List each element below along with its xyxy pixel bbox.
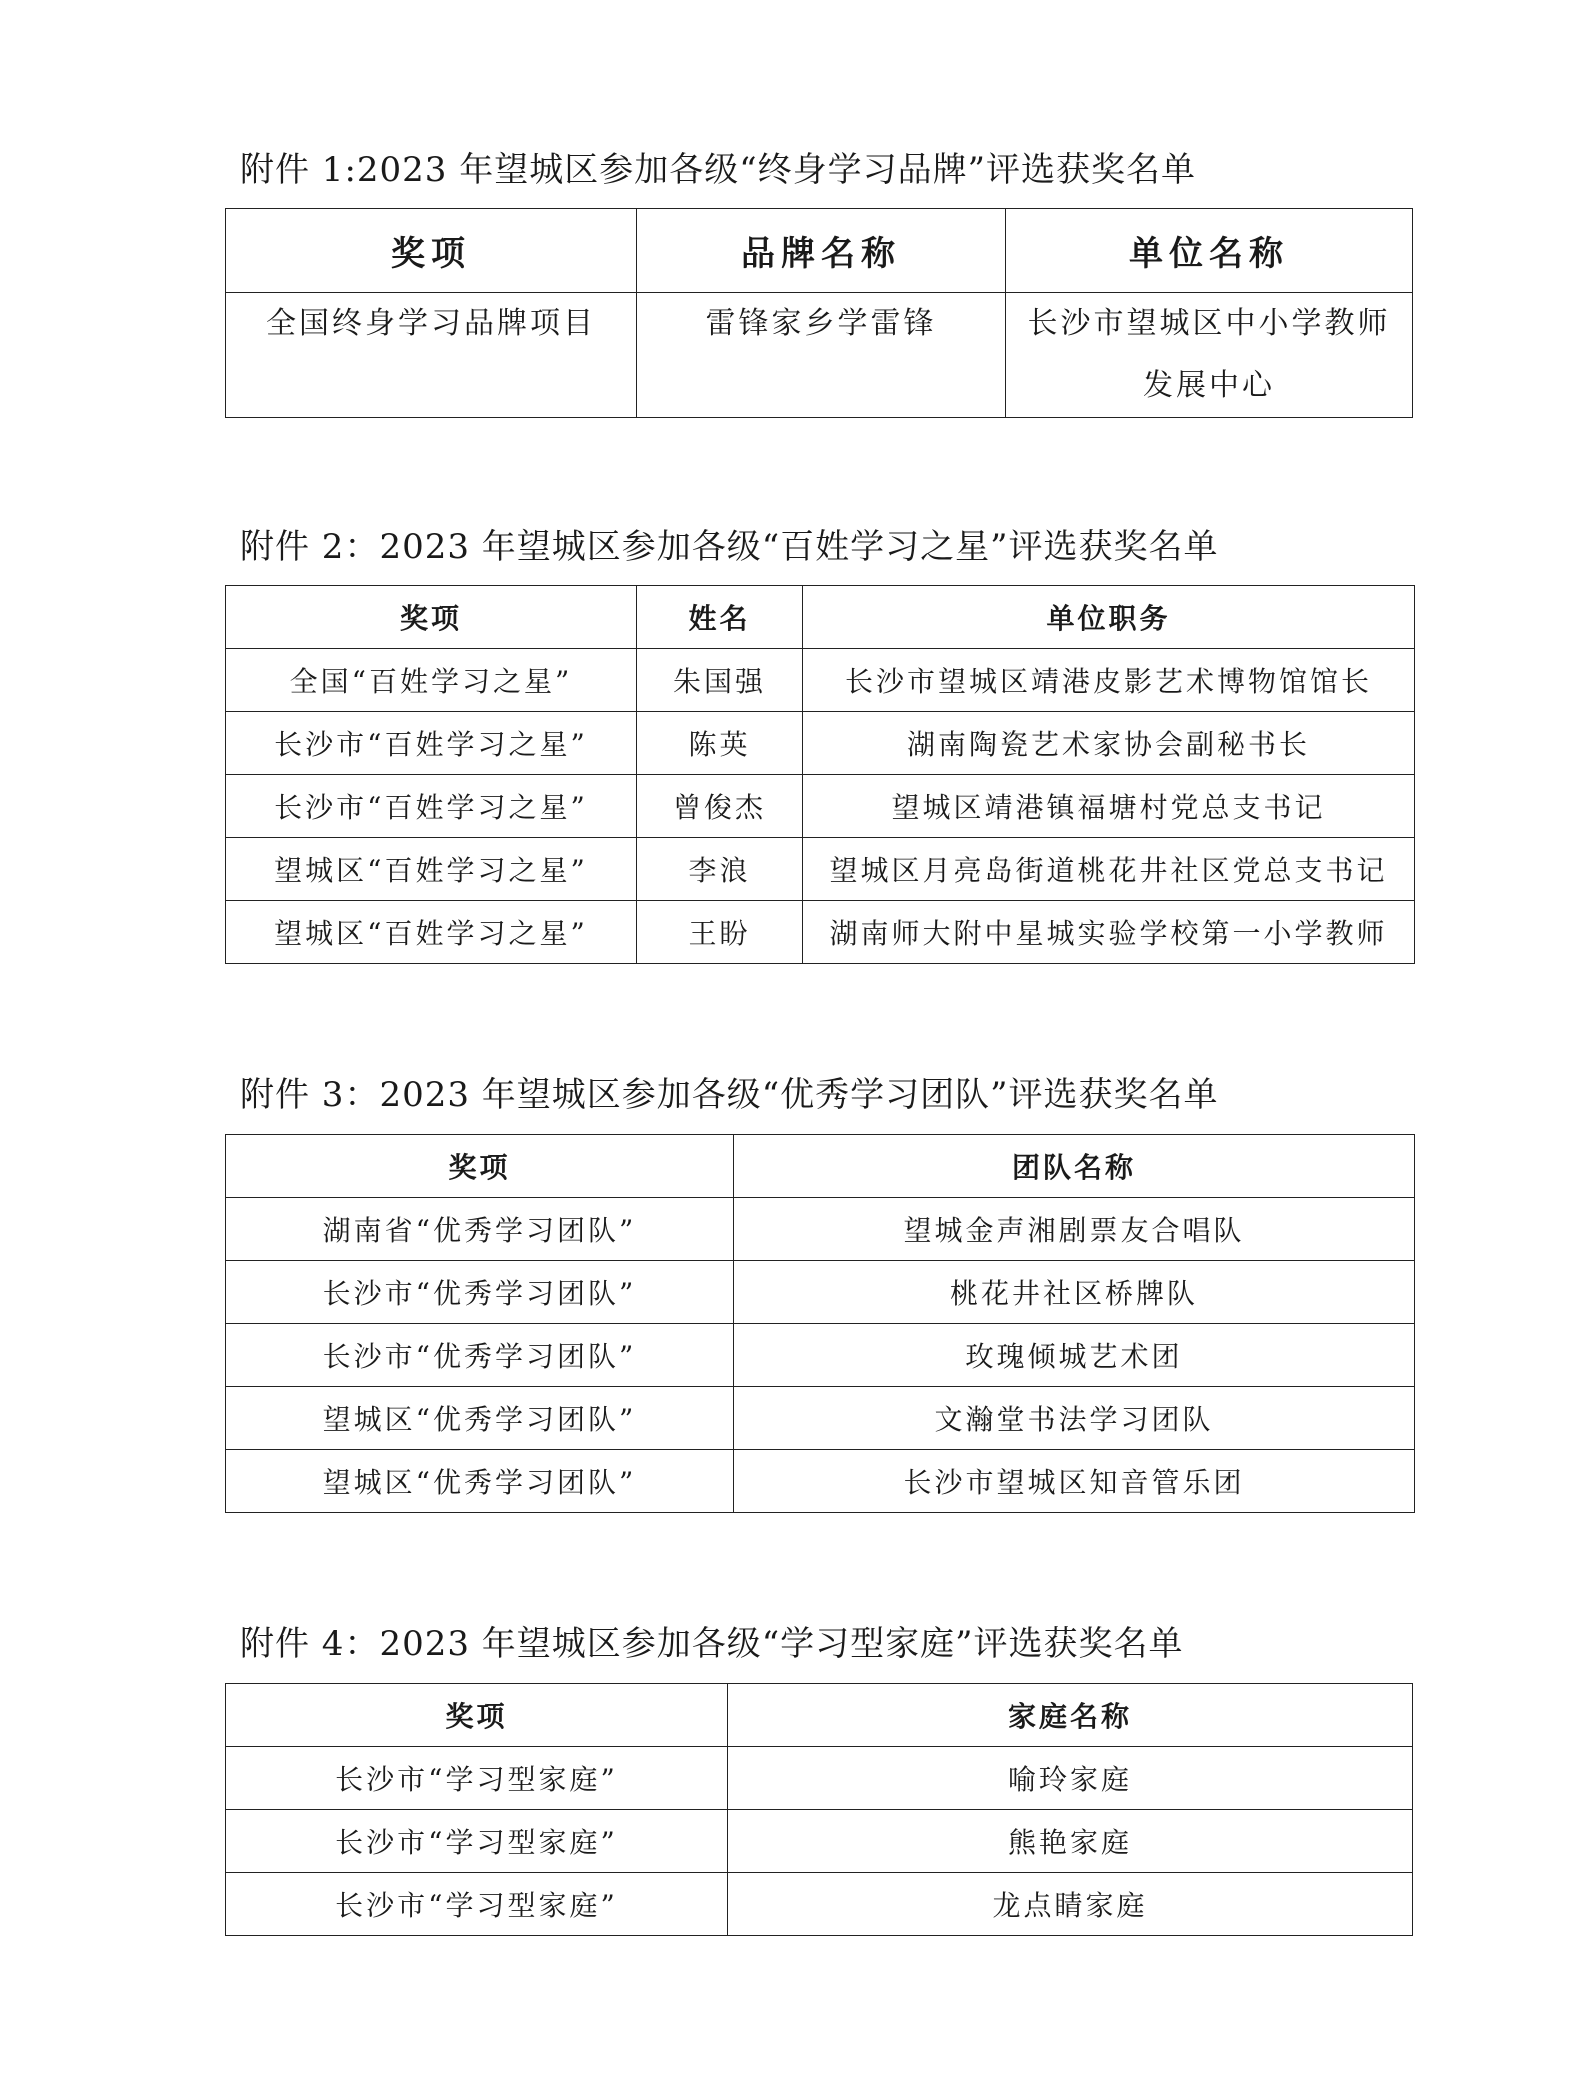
section4-title: 附件 4：2023 年望城区参加各级“学习型家庭”评选获奖名单 (240, 1624, 1184, 1664)
name-cell: 陈英 (637, 712, 803, 775)
table-row (226, 1324, 1415, 1387)
column-header-team-name: 团队名称 (734, 1135, 1415, 1198)
award-cell: 长沙市“优秀学习团队” (226, 1261, 734, 1324)
name-cell: 王盼 (637, 901, 803, 964)
column-header-award: 奖项 (226, 1684, 728, 1747)
award-cell: 长沙市“学习型家庭” (226, 1873, 728, 1936)
award-cell: 望城区“优秀学习团队” (226, 1450, 734, 1513)
name-cell: 曾俊杰 (637, 775, 803, 838)
table-row (226, 775, 1415, 838)
award-cell: 湖南省“优秀学习团队” (226, 1198, 734, 1261)
column-header-unit-name: 单位名称 (1006, 209, 1413, 293)
name-cell: 朱国强 (637, 649, 803, 712)
team-name-cell: 长沙市望城区知音管乐团 (734, 1450, 1415, 1513)
unit-name-cell (1006, 293, 1413, 418)
table-row (226, 1387, 1415, 1450)
team-name-cell: 玫瑰倾城艺术团 (734, 1324, 1415, 1387)
table-row (226, 901, 1415, 964)
column-header-position: 单位职务 (803, 586, 1415, 649)
table-row (226, 293, 1413, 418)
table-row (226, 1747, 1413, 1810)
position-cell: 湖南陶瓷艺术家协会副秘书长 (803, 712, 1415, 775)
table-header-row (226, 1135, 1415, 1198)
table-row (226, 1810, 1413, 1873)
award-cell: 望城区“百姓学习之星” (226, 838, 637, 901)
column-header-award: 奖项 (226, 209, 637, 293)
award-cell: 长沙市“学习型家庭” (226, 1810, 728, 1873)
award-cell: 望城区“优秀学习团队” (226, 1387, 734, 1450)
section3-title: 附件 3：2023 年望城区参加各级“优秀学习团队”评选获奖名单 (240, 1075, 1219, 1115)
learning-star-table (225, 585, 1415, 964)
position-cell: 长沙市望城区靖港皮影艺术博物馆馆长 (803, 649, 1415, 712)
team-name-cell: 望城金声湘剧票友合唱队 (734, 1198, 1415, 1261)
section1-title: 附件 1:2023 年望城区参加各级“终身学习品牌”评选获奖名单 (240, 150, 1196, 190)
award-cell: 长沙市“百姓学习之星” (226, 712, 637, 775)
award-cell: 望城区“百姓学习之星” (226, 901, 637, 964)
position-cell: 望城区靖港镇福塘村党总支书记 (803, 775, 1415, 838)
column-header-family-name: 家庭名称 (728, 1684, 1413, 1747)
award-cell: 长沙市“学习型家庭” (226, 1747, 728, 1810)
position-cell: 望城区月亮岛街道桃花井社区党总支书记 (803, 838, 1415, 901)
family-name-cell: 龙点睛家庭 (728, 1873, 1413, 1936)
name-cell: 李浪 (637, 838, 803, 901)
award-cell: 长沙市“百姓学习之星” (226, 775, 637, 838)
table-row (226, 649, 1415, 712)
column-header-name: 姓名 (637, 586, 803, 649)
lifelong-learning-brand-table (225, 208, 1413, 418)
table-header-row (226, 586, 1415, 649)
unit-name-line-1: 长沙市望城区中小学教师 (1027, 306, 1391, 341)
table-row (226, 1198, 1415, 1261)
award-cell: 全国终身学习品牌项目 (226, 293, 637, 418)
award-cell: 长沙市“优秀学习团队” (226, 1324, 734, 1387)
column-header-award: 奖项 (226, 1135, 734, 1198)
position-cell: 湖南师大附中星城实验学校第一小学教师 (803, 901, 1415, 964)
learning-family-table (225, 1683, 1413, 1936)
brand-name-cell: 雷锋家乡学雷锋 (637, 293, 1006, 418)
table-header-row (226, 209, 1413, 293)
table-row (226, 712, 1415, 775)
table-header-row (226, 1684, 1413, 1747)
team-name-cell: 文瀚堂书法学习团队 (734, 1387, 1415, 1450)
family-name-cell: 喻玲家庭 (728, 1747, 1413, 1810)
column-header-brand-name: 品牌名称 (637, 209, 1006, 293)
family-name-cell: 熊艳家庭 (728, 1810, 1413, 1873)
section2-title: 附件 2：2023 年望城区参加各级“百姓学习之星”评选获奖名单 (240, 527, 1219, 567)
table-row (226, 838, 1415, 901)
table-row (226, 1873, 1413, 1936)
unit-name-line-2: 发展中心 (1143, 368, 1275, 403)
column-header-award: 奖项 (226, 586, 637, 649)
award-cell: 全国“百姓学习之星” (226, 649, 637, 712)
table-row (226, 1450, 1415, 1513)
table-row (226, 1261, 1415, 1324)
learning-team-table (225, 1134, 1415, 1513)
team-name-cell: 桃花井社区桥牌队 (734, 1261, 1415, 1324)
